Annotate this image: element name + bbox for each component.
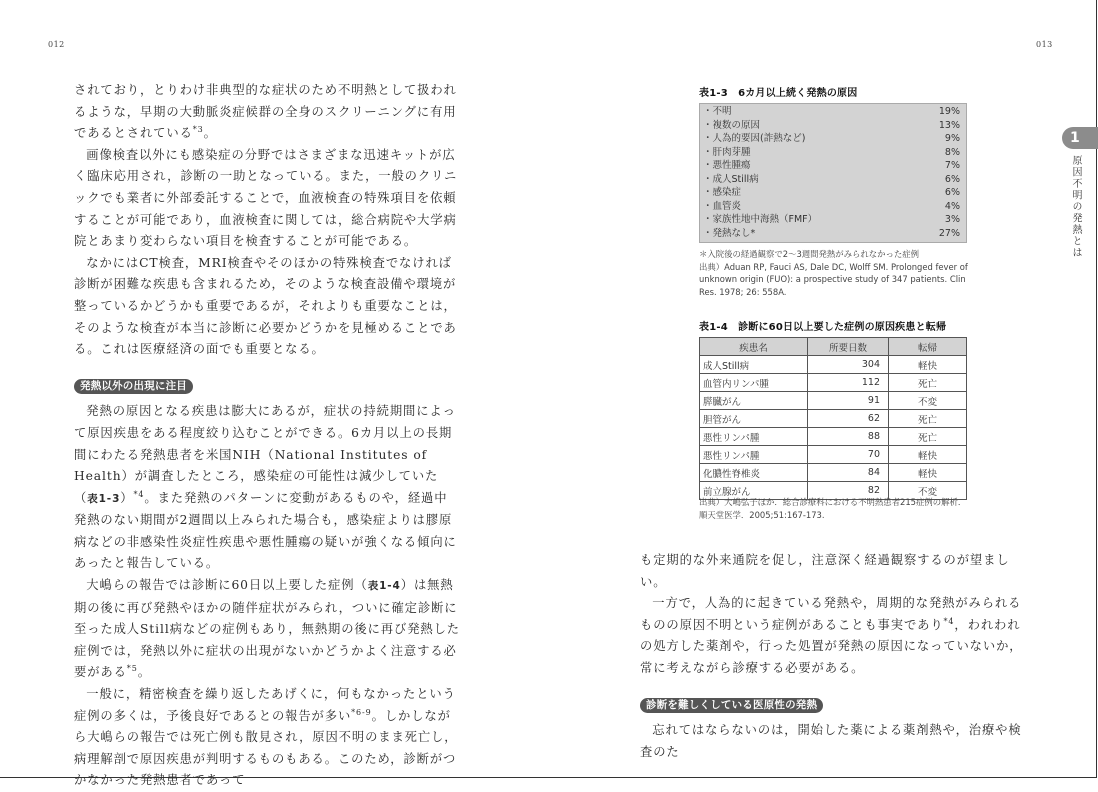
table-row: [703, 227, 960, 241]
cell-outcome: 軽快: [889, 464, 967, 482]
row-value: 13%: [938, 119, 960, 131]
cell-disease: 血管内リンパ腫: [700, 374, 808, 392]
row-value: 8%: [944, 146, 960, 158]
table-header-outcome: 転帰: [889, 338, 967, 356]
row-value: 7%: [944, 160, 960, 171]
table-row: [703, 200, 960, 214]
row-value: 4%: [944, 200, 960, 212]
table-row: [703, 186, 960, 200]
table-row: [700, 428, 967, 446]
table-row: [700, 356, 967, 374]
table-row: [700, 374, 967, 392]
paragraph: 発熱の原因となる疾患は膨大にあるが，症状の持続期間によって原因疾患をある程度絞り込むことができる。6カ月以上の長期間にわたる発熱患者を米国NIH（National Institutes of Health）が調査したところ，感染症の可能性は減少していた（表1-3）$^{*4}$。また発熱のパターンに変動があるものや，経過中発熱のない期間が2週間以上みられた場合も，感染症よりは膠原病などの非感染性炎症性疾患や悪性腫瘍の疑いが強くなる傾向にあったと報告している。: [74, 404, 457, 571]
row-label: ・家族性地中海熱（FMF）: [703, 214, 818, 225]
row-label: ・発熱なし*: [703, 227, 756, 239]
row-label: ・不明: [703, 106, 732, 117]
paragraph: されており，とりわけ非典型的な症状のため不明熱として扱われるような，早期の大動脈炎症候群の全身のスクリーニングに有用であるとされている$^{*3}$。: [74, 83, 457, 141]
table-1-4: [699, 337, 967, 500]
page-number-left: 012: [48, 40, 65, 49]
cell-disease: 前立腺がん: [700, 482, 808, 500]
row-label: ・成人Still病: [703, 173, 759, 185]
left-text-column: [74, 80, 460, 792]
right-text-column: [640, 550, 1030, 763]
row-value: 3%: [944, 214, 960, 225]
chapter-title-vertical: 原因不明の発熱とは: [1070, 155, 1081, 259]
table-row: [703, 146, 960, 160]
table-row: [703, 159, 960, 173]
table-1-3-footnote: ＊入院後の経過観察で2～3週間発熱がみられなかった症例 出典）Aduan RP, Fauci AS, Dale DC, Wolff SM. Prolonged fever of unknown origin (FUO): a prospective study of 347 patients. Clin Res. 1978; 26: 558A.: [699, 249, 968, 297]
paragraph: 一方で，人為的に起きている発熱や，周期的な発熱がみられるものの原因不明という症例があることも事実であり$^{*4}$，われわれの処方した薬剤や，行った処置が発熱の原因になっていないか，常に考えながら診療する必要がある。: [640, 596, 1023, 675]
cell-days: 62: [808, 410, 889, 428]
table-row: [700, 446, 967, 464]
section-heading: 診断を難しくしている医原性の発熱: [640, 698, 823, 713]
table-row: [700, 464, 967, 482]
cell-outcome: 不変: [889, 392, 967, 410]
row-label: ・血管炎: [703, 200, 742, 212]
cell-days: 82: [808, 482, 889, 500]
cell-days: 91: [808, 392, 889, 410]
cell-outcome: 軽快: [889, 446, 967, 464]
table-reference: 表1-4: [367, 580, 401, 593]
table-header-disease: 疾患名: [700, 338, 808, 356]
cell-days: 112: [808, 374, 889, 392]
table-row: [703, 105, 960, 119]
cell-disease: 化膿性脊椎炎: [700, 464, 808, 482]
table-row: [703, 132, 960, 146]
cell-disease: 悪性リンパ腫: [700, 446, 808, 464]
table-header-days: 所要日数: [808, 338, 889, 356]
row-value: 6%: [944, 173, 960, 185]
row-value: 6%: [944, 187, 960, 198]
paragraph: 大嶋らの報告では診断に60日以上要した症例（表1-4）は無熱期の後に再び発熱やほかの随伴症状がみられ，ついに確定診断に至った成人Still病などの症例もあり，無熱期の後に再び発熱した症例では，発熱以外に症状の出現がないかどうかよく注意する必要がある$^{*5}$。: [74, 578, 460, 680]
table-row: [703, 173, 960, 187]
table-row: [703, 119, 960, 133]
row-label: ・感染症: [703, 187, 742, 198]
table-1-3-title: 表1-3 6カ月以上続く発熱の原因: [699, 88, 858, 99]
row-value: 9%: [944, 133, 960, 144]
row-label: ・悪性腫瘍: [703, 160, 751, 171]
table-1-4-title: 表1-4 診断に60日以上要した症例の原因疾患と転帰: [699, 322, 947, 333]
cell-disease: 胆管がん: [700, 410, 808, 428]
table-reference: 表1-3: [87, 492, 121, 505]
paragraph: なかにはCT検査，MRI検査やそのほかの特殊検査でなければ診断が困難な疾患も含まれるため，そのような検査設備や環境が整っているかどうかも重要であるが，それよりも重要なことは，そのような検査が本当に診断に必要かどうかを見極めることである。これは医療経済の面でも重要となる。: [74, 255, 457, 357]
row-value: 19%: [938, 106, 960, 117]
table-row: [700, 410, 967, 428]
cell-days: 304: [808, 356, 889, 374]
table-1-3: [699, 103, 967, 243]
cell-disease: 成人Still病: [700, 356, 808, 374]
cell-outcome: 死亡: [889, 374, 967, 392]
cell-disease: 悪性リンパ腫: [700, 428, 808, 446]
section-heading: 発熱以外の出現に注目: [74, 379, 193, 394]
paragraph: 画像検査以外にも感染症の分野ではさまざまな迅速キットが広く臨床応用され，診断の一助となっている。また，一般のクリニックでも業者に外部委託することで，血液検査の特殊項目を依頼することが可能であり，血液検査に関しては，総合病院や大学病院とあまり変わらない項目を検査することが可能である。: [74, 147, 458, 249]
cell-outcome: 死亡: [889, 428, 967, 446]
cell-disease: 膵臓がん: [700, 392, 808, 410]
cell-outcome: 軽快: [889, 356, 967, 374]
chapter-tab: 1: [1062, 127, 1098, 149]
paragraph: 忘れてはならないのは，開始した薬による薬剤熱や，治療や検査のた: [640, 723, 1022, 759]
row-label: ・複数の原因: [703, 119, 761, 131]
row-value: 27%: [938, 227, 960, 239]
page-number-right: 013: [1036, 40, 1053, 49]
table-row: [703, 213, 960, 227]
cell-days: 70: [808, 446, 889, 464]
paragraph: 一般に，精密検査を繰り返したあげくに，何もなかったという症例の多くは，予後良好であるとの報告が多い$^{*6-9}$。しかしながら大嶋らの報告では死亡例も散見され，原因不明のまま死亡し，病理解剖で原因疾患が判明するものもある。このため，診断がつかなかった発熱患者であって: [74, 687, 458, 788]
cell-days: 88: [808, 428, 889, 446]
cell-days: 84: [808, 464, 889, 482]
paragraph: も定期的な外来通院を促し，注意深く経過観察するのが望ましい。: [640, 553, 1010, 589]
row-label: ・肝肉芽腫: [703, 146, 751, 158]
table-1-4-footnote: 出典）大嶋弘子ほか．総合診療科における不明熱患者215症例の解析．順天堂医学．2005;51:167-173.: [699, 497, 967, 520]
row-label: ・人為的要因(詐熱など): [703, 133, 806, 144]
cell-outcome: 死亡: [889, 410, 967, 428]
cell-outcome: 不変: [889, 482, 967, 500]
table-row: [700, 392, 967, 410]
